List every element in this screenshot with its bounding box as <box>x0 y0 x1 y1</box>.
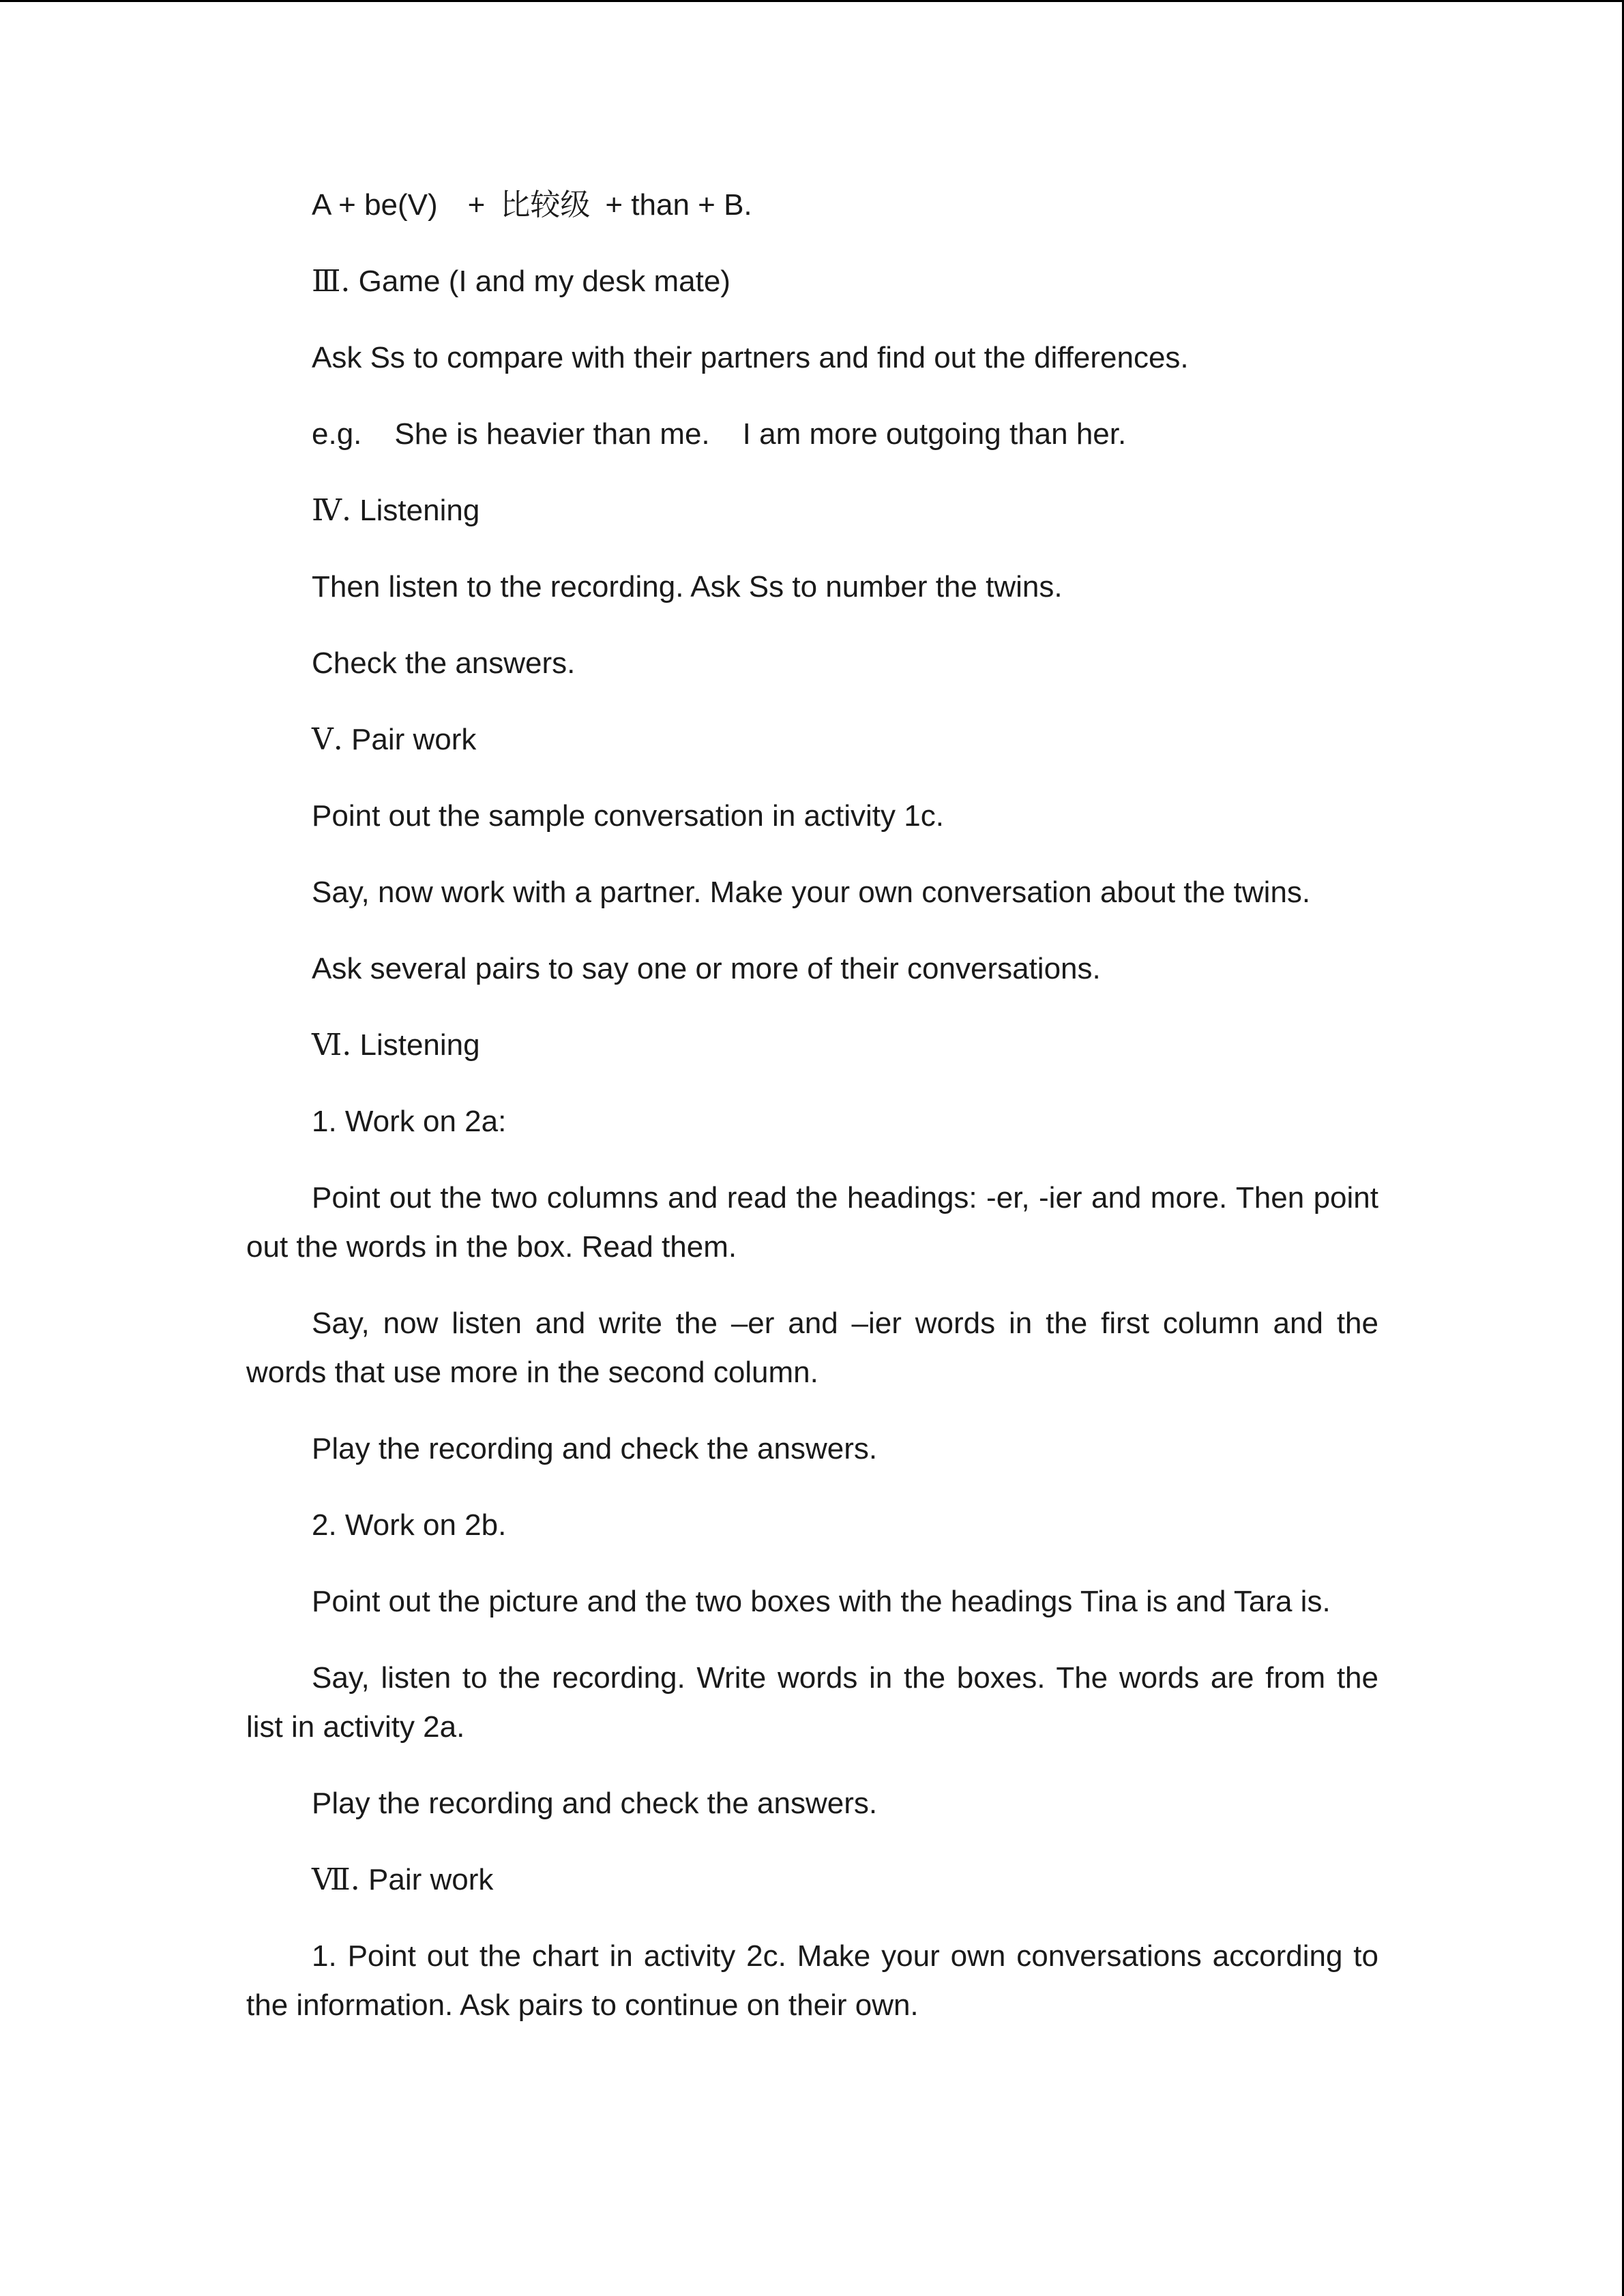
section-heading-5 <box>246 715 1378 764</box>
paragraph-point-chart: 1. Point out the chart in activity 2c. Make your own conversations according to the information. Ask pairs to continue on their own. <box>246 1939 1378 2022</box>
formula-part-b: + than + B. <box>605 188 752 222</box>
section-numeral: Ⅴ. <box>312 722 343 757</box>
paragraph-example <box>246 410 1378 459</box>
example-label: e.g. <box>312 417 362 451</box>
formula-part-a: A + be(V) <box>312 188 438 222</box>
section-heading-6 <box>246 1021 1378 1070</box>
section-heading-7 <box>246 1855 1378 1905</box>
paragraph-ask-pairs: Ask several pairs to say one or more of their conversations. <box>312 952 1101 985</box>
section-title: Pair work <box>368 1863 494 1896</box>
document-body <box>246 181 1378 2057</box>
section-numeral: Ⅵ. <box>312 1028 352 1062</box>
section-title: Game (I and my desk mate) <box>358 265 730 298</box>
paragraph-say-boxes: Say, listen to the recording. Write words in the boxes. The words are from the list in activity 2a. <box>246 1661 1378 1744</box>
section-heading-3 <box>246 257 1378 306</box>
section-heading-4 <box>246 486 1378 535</box>
paragraph-say-listen-write: Say, now listen and write the –er and –ier words in the first column and the words that use more in the second column. <box>246 1307 1378 1389</box>
paragraph-point-sample: Point out the sample conversation in activity 1c. <box>312 799 944 833</box>
comparative-formula <box>246 181 1378 230</box>
paragraph-point-picture: Point out the picture and the two boxes with the headings Tina is and Tara is. <box>312 1585 1331 1618</box>
paragraph-play-check-2: Play the recording and check the answers. <box>312 1787 878 1820</box>
section-title: Listening <box>359 494 480 527</box>
formula-cjk: 比较级 <box>500 188 591 222</box>
example-sentence-2: I am more outgoing than her. <box>742 417 1127 451</box>
section-title: Listening <box>359 1028 480 1062</box>
paragraph-work-2b: 2. Work on 2b. <box>312 1508 507 1542</box>
paragraph-play-check-1: Play the recording and check the answers. <box>312 1432 878 1465</box>
section-numeral: Ⅲ. <box>312 264 351 299</box>
paragraph-listen-number: Then listen to the recording. Ask Ss to number the twins. <box>312 570 1063 603</box>
paragraph-say-partner: Say, now work with a partner. Make your own conversation about the twins. <box>312 876 1311 909</box>
paragraph-point-columns: Point out the two columns and read the headings: -er, -ier and more. Then point out the words in the box. Read them. <box>246 1181 1378 1264</box>
formula-plus: + <box>467 188 486 222</box>
section-numeral: Ⅶ. <box>312 1862 360 1897</box>
paragraph-check: Check the answers. <box>312 646 576 680</box>
paragraph-compare: Ask Ss to compare with their partners and find out the differences. <box>312 341 1189 374</box>
example-sentence-1: She is heavier than me. <box>394 417 710 451</box>
section-title: Pair work <box>351 723 477 756</box>
section-numeral: Ⅳ. <box>312 493 351 528</box>
paragraph-work-2a: 1. Work on 2a: <box>312 1105 507 1138</box>
